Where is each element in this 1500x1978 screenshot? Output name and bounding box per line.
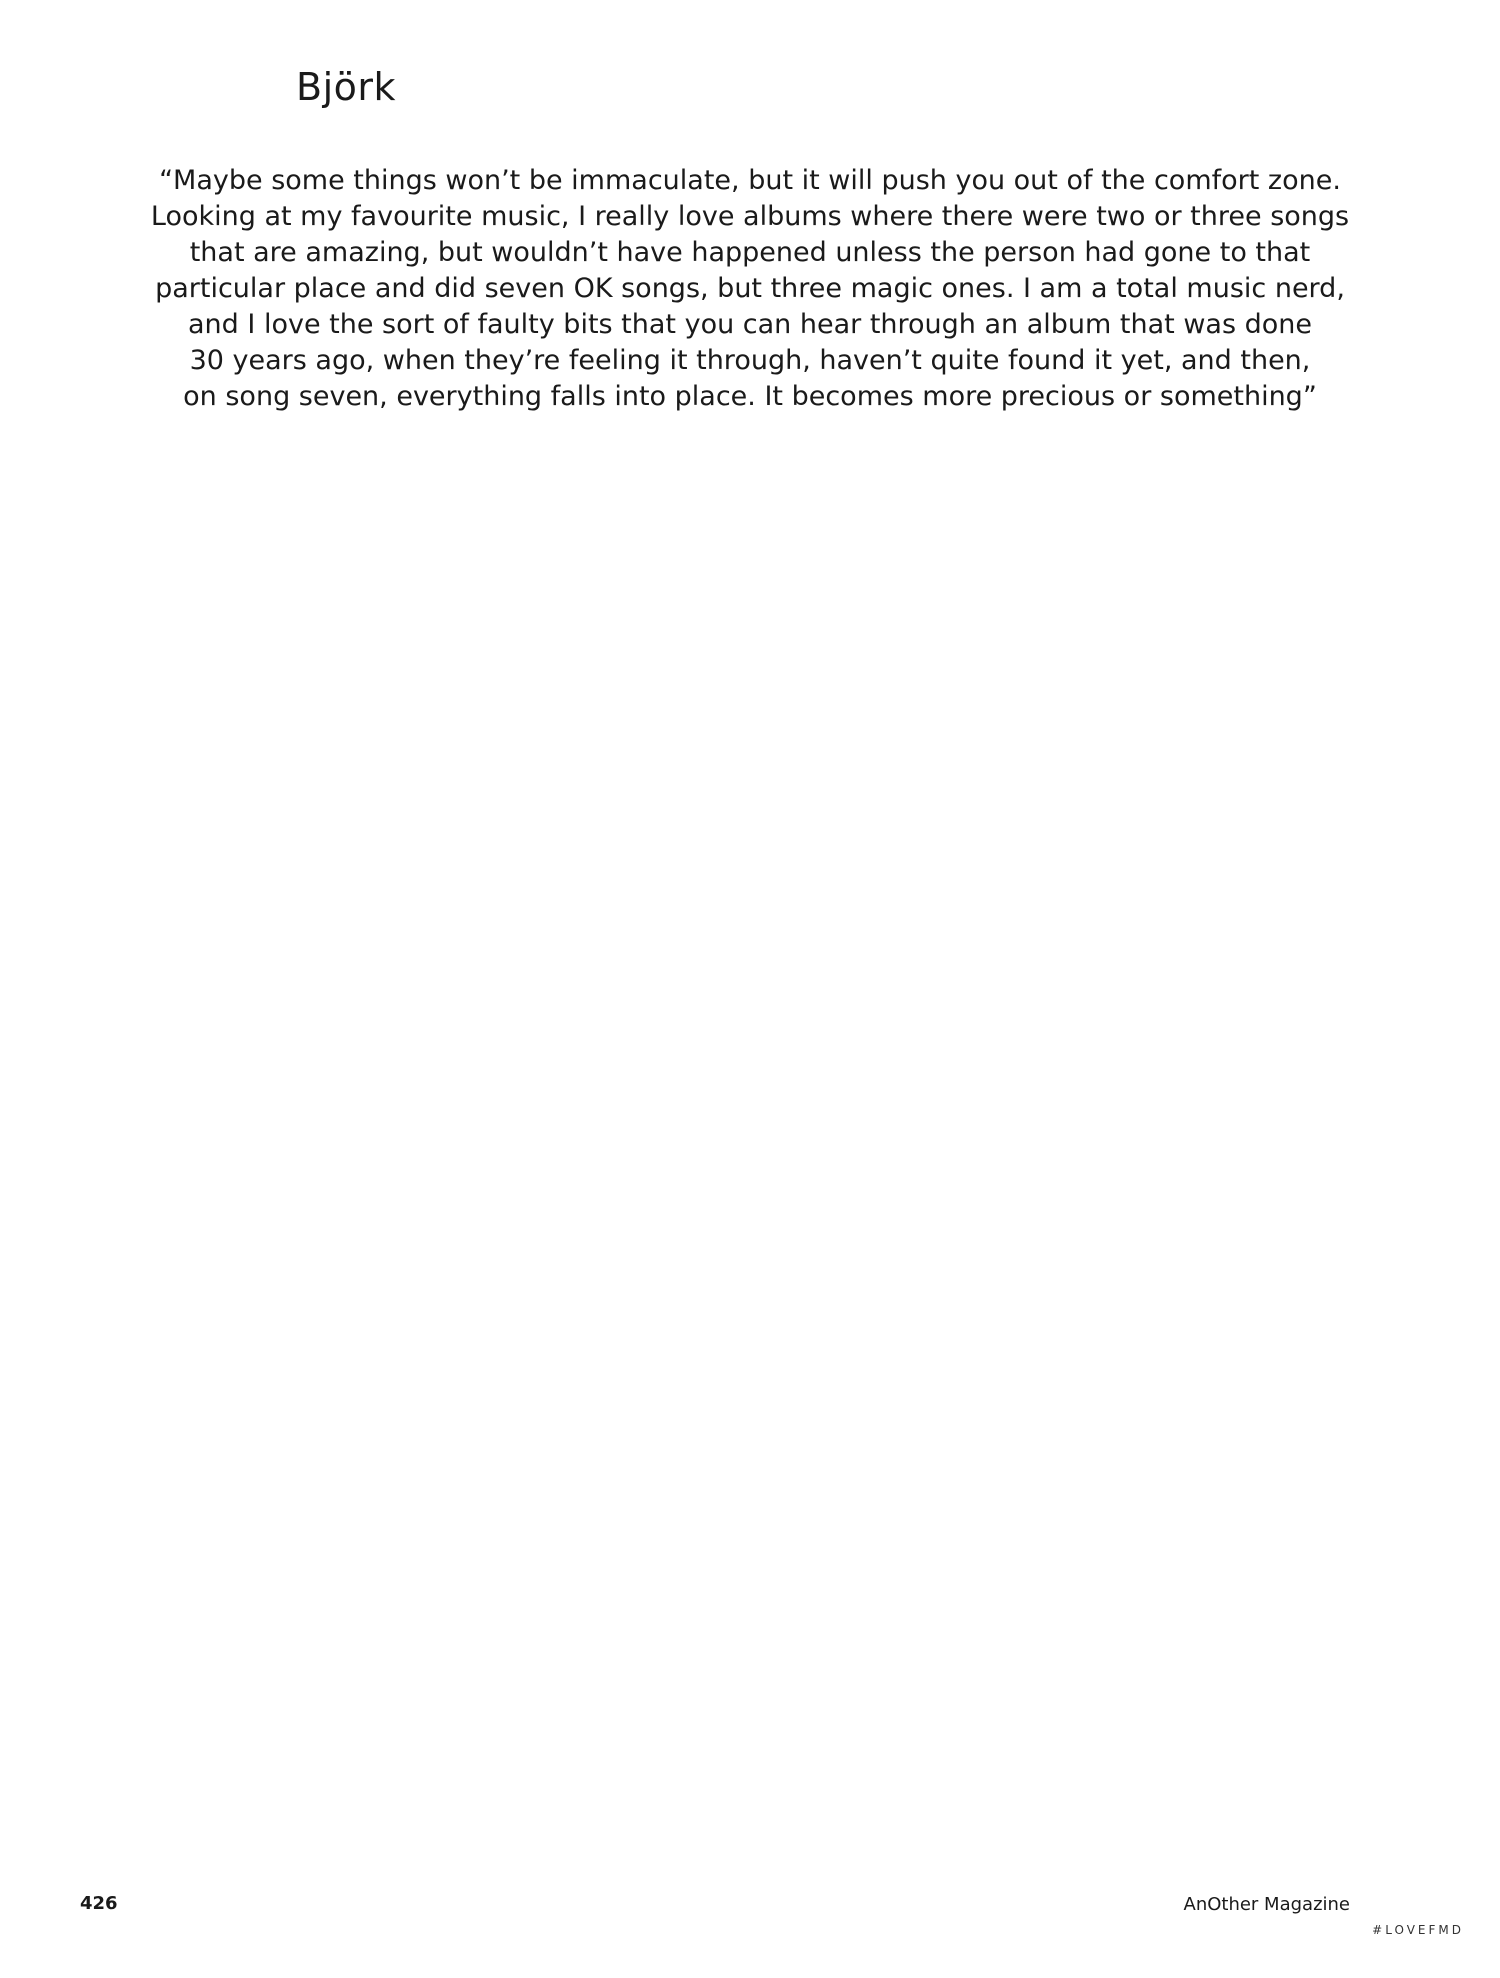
quote-line: on song seven, everything falls into place. It becomes more precious or something” [183, 381, 1317, 412]
quote-line: Looking at my favourite music, I really love albums where there were two or three songs [150, 201, 1350, 232]
quote-line: and I love the sort of faulty bits that you can hear through an album that was done [188, 309, 1312, 340]
quote-line: particular place and did seven OK songs, but three magic ones. I am a total music nerd, [155, 273, 1345, 304]
quote-line: 30 years ago, when they’re feeling it through, haven’t quite found it yet, and then, [189, 345, 1311, 376]
article-title: Björk [296, 65, 397, 109]
quote-line: that are amazing, but wouldn’t have happened unless the person had gone to that [189, 237, 1311, 268]
watermark: #LOVEFMD [1372, 1923, 1464, 1937]
pull-quote [110, 163, 1390, 415]
quote-line: “Maybe some things won’t be immaculate, but it will push you out of the comfort zone. [159, 165, 1341, 196]
magazine-name: AnOther Magazine [1183, 1894, 1350, 1915]
page-number: 426 [80, 1893, 118, 1914]
